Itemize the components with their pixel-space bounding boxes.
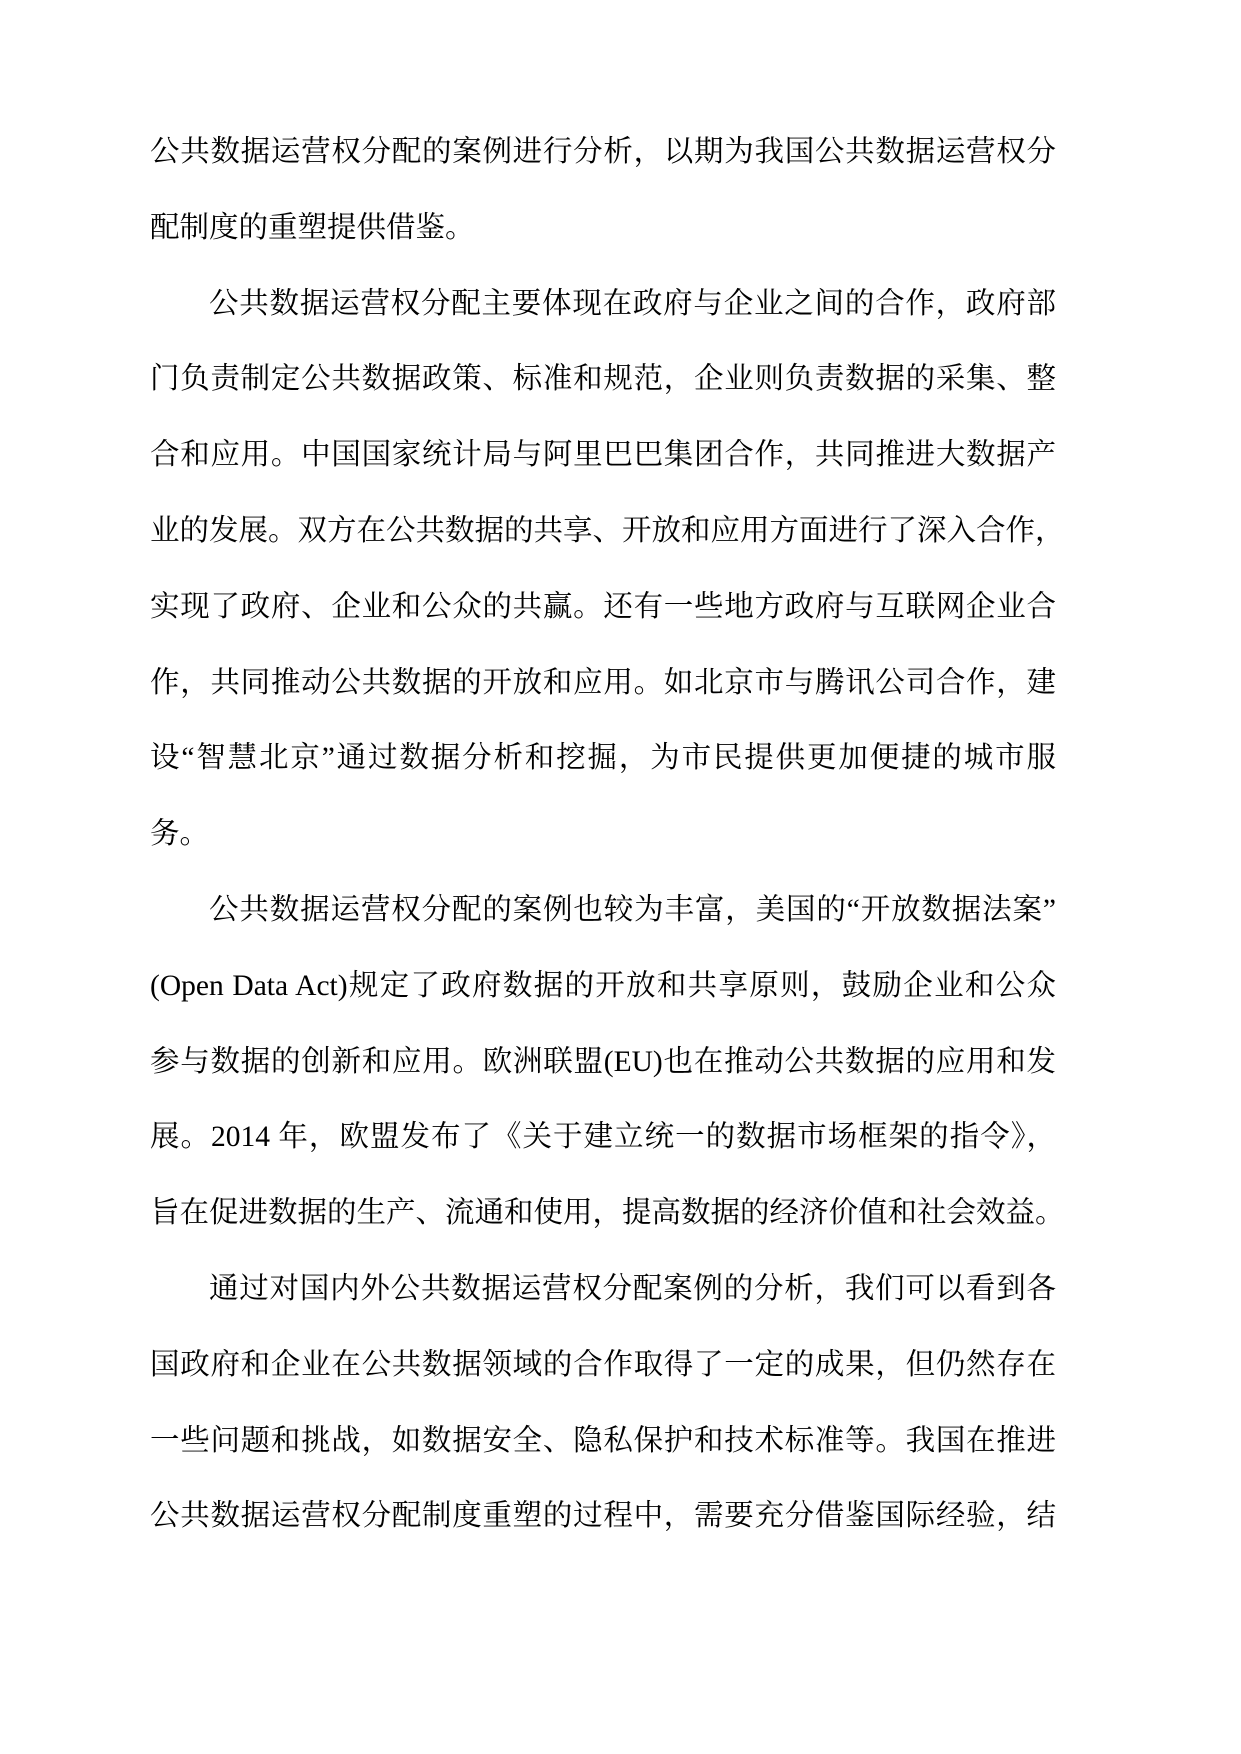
document-text-block bbox=[150, 115, 1065, 1555]
text-line-13: 参与数据的创新和应用。欧洲联盟(EU)也在推动公共数据的应用和发 bbox=[150, 1045, 1056, 1078]
text-line-16: 通过对国内外公共数据运营权分配案例的分析，我们可以看到各 bbox=[209, 1272, 1056, 1305]
text-line-19: 公共数据运营权分配制度重塑的过程中，需要充分借鉴国际经验，结 bbox=[150, 1500, 1056, 1533]
text-line-6: 业的发展。双方在公共数据的共享、开放和应用方面进行了深入合作， bbox=[150, 514, 1065, 547]
text-line-17: 国政府和企业在公共数据领域的合作取得了一定的成果，但仍然存在 bbox=[150, 1348, 1056, 1381]
text-line-5: 合和应用。中国国家统计局与阿里巴巴集团合作，共同推进大数据产 bbox=[150, 439, 1056, 472]
text-line-14: 展。2014 年，欧盟发布了《关于建立统一的数据市场框架的指令》， bbox=[150, 1121, 1056, 1154]
text-line-7: 实现了政府、企业和公众的共赢。还有一些地方政府与互联网企业合 bbox=[150, 590, 1056, 623]
text-line-3: 公共数据运营权分配主要体现在政府与企业之间的合作，政府部 bbox=[209, 287, 1056, 320]
text-line-11: 公共数据运营权分配的案例也较为丰富，美国的“开放数据法案” bbox=[209, 893, 1056, 926]
text-line-1: 公共数据运营权分配的案例进行分析，以期为我国公共数据运营权分 bbox=[150, 136, 1056, 168]
text-line-4: 门负责制定公共数据政策、标准和规范，企业则负责数据的采集、整 bbox=[150, 363, 1056, 396]
text-line-2: 配制度的重塑提供借鉴。 bbox=[150, 211, 475, 244]
text-line-10: 务。 bbox=[150, 818, 210, 851]
text-line-18: 一些问题和挑战，如数据安全、隐私保护和技术标准等。我国在推进 bbox=[150, 1424, 1056, 1457]
text-line-12: (Open Data Act)规定了政府数据的开放和共享原则，鼓励企业和公众 bbox=[150, 969, 1056, 1002]
text-line-15: 旨在促进数据的生产、流通和使用，提高数据的经济价值和社会效益。 bbox=[150, 1197, 1065, 1230]
text-line-9: 设“智慧北京”通过数据分析和挖掘，为市民提供更加便捷的城市服 bbox=[150, 742, 1056, 775]
text-line-8: 作，共同推动公共数据的开放和应用。如北京市与腾讯公司合作，建 bbox=[150, 666, 1056, 699]
